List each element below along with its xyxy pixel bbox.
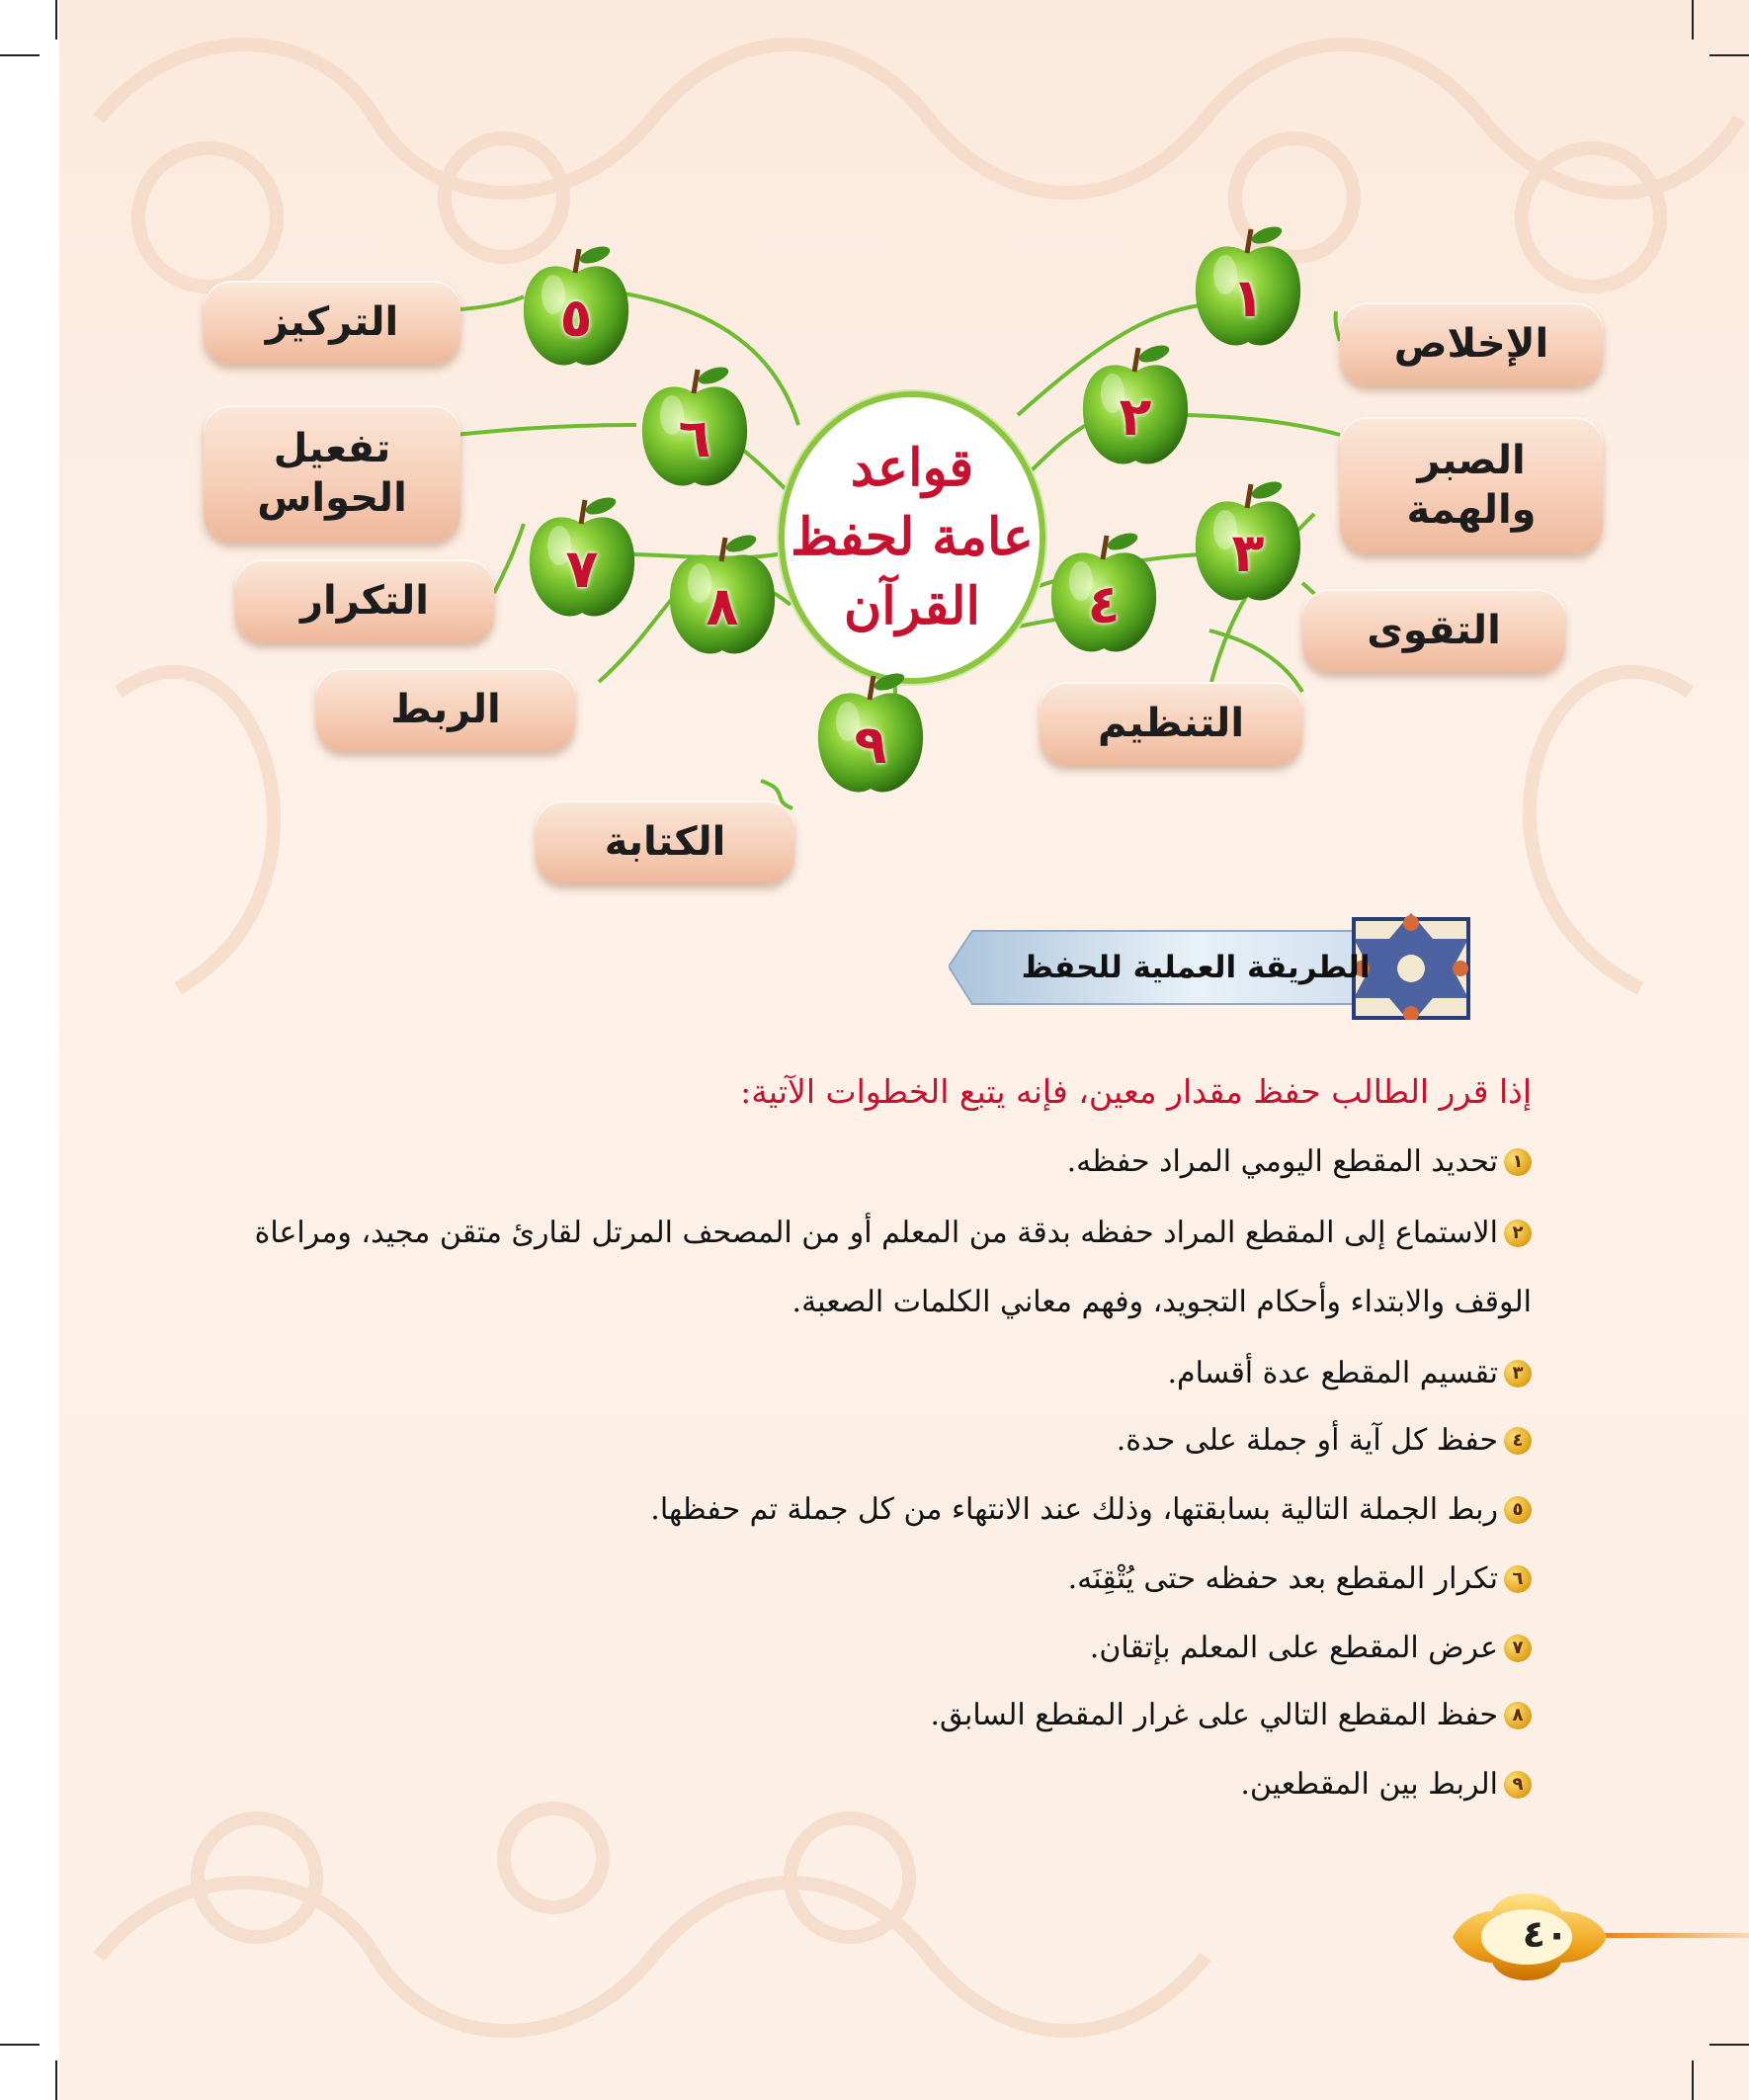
step-3-badge: ٣ (1504, 1360, 1532, 1387)
center-title: قواعد عامة لحفظ القرآن (791, 438, 1034, 636)
apple-9-icon (812, 672, 929, 800)
apple-9-number: ٩ (854, 714, 887, 776)
rule-label-1: الإخلاص (1340, 302, 1603, 385)
apple-4-icon (1045, 532, 1162, 660)
step-7-text: عرض المقطع على المعلم بإتقان. (1089, 1631, 1498, 1665)
step-7 (1090, 1631, 1532, 1665)
step-4 (1117, 1423, 1532, 1458)
step-8-text: حفظ المقطع التالي على غرار المقطع السابق. (930, 1698, 1498, 1732)
apple-8-icon (664, 534, 781, 662)
step-7-badge: ٧ (1504, 1635, 1532, 1662)
page-number: ٤٠ (1522, 1912, 1569, 1956)
apple-3-icon (1190, 480, 1306, 609)
apple-1-number: ١ (1231, 267, 1265, 329)
step-9-text: الربط بين المقطعين. (1240, 1767, 1498, 1802)
crop-mark (1709, 2044, 1749, 2046)
steps-intro: إذا قرر الطالب حفظ مقدار معين، فإنه يتبع الخطوات الآتية: (740, 1072, 1532, 1111)
step-2 (255, 1216, 1532, 1250)
step-6-badge: ٦ (1504, 1565, 1532, 1593)
apple-4-number: ٤ (1087, 573, 1121, 635)
apple-1-icon (1190, 225, 1306, 354)
section-title: الطريقة العملية للحفظ (1021, 950, 1371, 985)
step-8-badge: ٨ (1504, 1702, 1532, 1729)
step-4-text: حفظ كل آية أو جملة على حدة. (1116, 1423, 1498, 1458)
step-1-badge: ١ (1504, 1148, 1532, 1176)
rule-label-8: الربط (316, 668, 575, 751)
crop-mark (1692, 2060, 1694, 2100)
rule-label-7: التكرار (235, 559, 494, 642)
rule-label-2: الصبر والهمة (1340, 417, 1603, 553)
apple-2-number: ٢ (1119, 385, 1152, 448)
rule-label-9: الكتابة (536, 800, 794, 883)
rule-label-5: التركيز (204, 281, 460, 364)
step-1-text: تحديد المقطع اليومي المراد حفظه. (1066, 1144, 1498, 1179)
apple-3-number: ٣ (1231, 522, 1265, 584)
apple-2-icon (1077, 344, 1194, 472)
step-6 (1068, 1561, 1532, 1596)
rule-label-3: التقوى (1302, 589, 1565, 672)
crop-mark (55, 2060, 57, 2100)
step-5-text: ربط الجملة التالية بسابقتها، وذلك عند الانتهاء من كل جملة تم حفظها. (650, 1492, 1498, 1527)
apple-8-number: ٨ (706, 575, 739, 637)
rules-mindmap (0, 0, 1749, 909)
apple-7-icon (524, 496, 640, 625)
apple-5-number: ٥ (559, 287, 593, 349)
step-3 (1167, 1356, 1532, 1390)
step-2-badge: ٢ (1504, 1219, 1532, 1247)
apple-7-number: ٧ (565, 538, 599, 600)
step-9-badge: ٩ (1504, 1771, 1532, 1799)
rule-label-4: التنظيم (1040, 682, 1302, 765)
step-8 (930, 1698, 1532, 1732)
center-title-circle (779, 391, 1045, 684)
step-4-badge: ٤ (1504, 1427, 1532, 1455)
step-2-continuation: الوقف والابتداء وأحكام التجويد، وفهم معاني الكلمات الصعبة. (791, 1285, 1532, 1319)
step-2-text: الاستماع إلى المقطع المراد حفظه بدقة من المعلم أو من المصحف المرتل لقارئ متقن مجيد، ومراعاة (254, 1216, 1498, 1250)
rule-label-6: تفعيل الحواس (204, 405, 460, 542)
crop-mark (0, 2044, 40, 2046)
section-header (949, 909, 1482, 1020)
step-6-text: تكرار المقطع بعد حفظه حتى يُتْقِنَه. (1067, 1561, 1498, 1596)
step-9 (1240, 1767, 1532, 1802)
apple-6-number: ٦ (678, 407, 711, 469)
step-5 (650, 1492, 1532, 1527)
step-5-badge: ٥ (1504, 1496, 1532, 1524)
step-1 (1067, 1144, 1532, 1179)
apple-5-icon (518, 245, 634, 374)
apple-6-icon (636, 366, 753, 494)
step-3-text: تقسيم المقطع عدة أقسام. (1167, 1356, 1498, 1390)
